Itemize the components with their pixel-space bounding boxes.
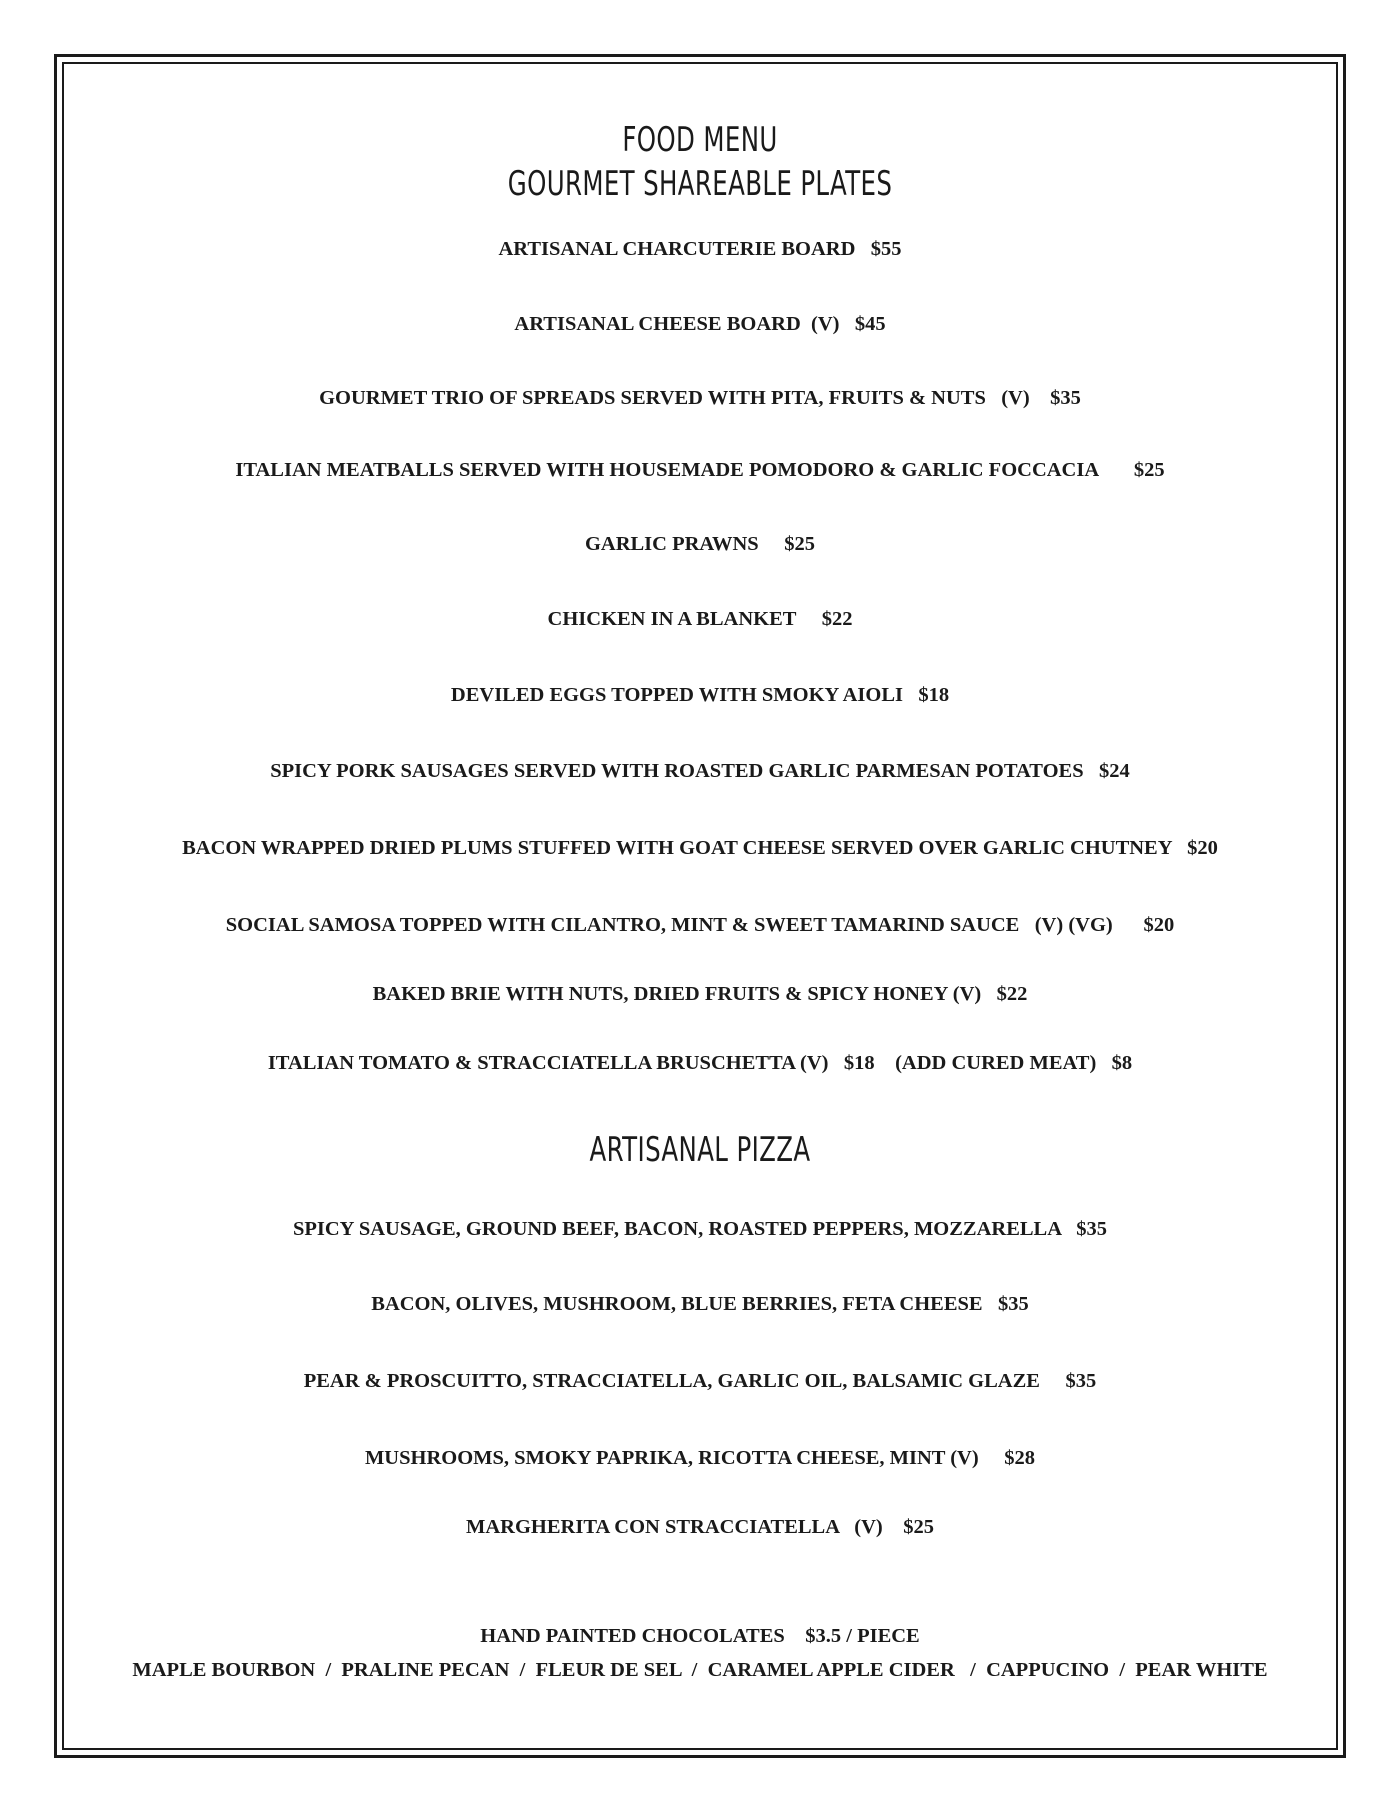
menu-item: PEAR & PROSCUITTO, STRACCIATELLA, GARLIC OIL, BALSAMIC GLAZE $35 (303, 1370, 1097, 1392)
menu-item: SOCIAL SAMOSA TOPPED WITH CILANTRO, MINT & SWEET TAMARIND SAUCE (V) (VG) $20 (225, 914, 1175, 936)
menu-item: MARGHERITA CON STRACCIATELLA (V) $25 (466, 1516, 934, 1538)
chocolates-title: HAND PAINTED CHOCOLATES $3.5 / PIECE (480, 1625, 920, 1647)
section-title-artisanal-pizza: ARTISANAL PIZZA (589, 1130, 811, 1170)
menu-item: ITALIAN TOMATO & STRACCIATELLA BRUSCHETTA (V) $18 (ADD CURED MEAT) $8 (267, 1052, 1133, 1074)
menu-item: CHICKEN IN A BLANKET $22 (547, 608, 853, 630)
menu-item: ITALIAN MEATBALLS SERVED WITH HOUSEMADE POMODORO & GARLIC FOCCACIA $25 (235, 459, 1165, 481)
section-title-shareable-plates: GOURMET SHAREABLE PLATES (507, 164, 893, 204)
menu-item: BACON, OLIVES, MUSHROOM, BLUE BERRIES, FETA CHEESE $35 (371, 1293, 1029, 1315)
menu-item: BACON WRAPPED DRIED PLUMS STUFFED WITH GOAT CHEESE SERVED OVER GARLIC CHUTNEY $20 (182, 837, 1218, 859)
menu-item: GOURMET TRIO OF SPREADS SERVED WITH PITA, FRUITS & NUTS (V) $35 (319, 387, 1081, 409)
menu-item: MUSHROOMS, SMOKY PAPRIKA, RICOTTA CHEESE, MINT (V) $28 (364, 1447, 1036, 1469)
menu-title: FOOD MENU (622, 120, 778, 160)
menu-item: ARTISANAL CHEESE BOARD (V) $45 (514, 313, 886, 335)
menu-item: SPICY SAUSAGE, GROUND BEEF, BACON, ROASTED PEPPERS, MOZZARELLA $35 (292, 1218, 1108, 1240)
menu-item: BAKED BRIE WITH NUTS, DRIED FRUITS & SPICY HONEY (V) $22 (372, 983, 1028, 1005)
menu-item: GARLIC PRAWNS $25 (584, 533, 816, 555)
menu-item: DEVILED EGGS TOPPED WITH SMOKY AIOLI $18 (450, 684, 950, 706)
menu-item: ARTISANAL CHARCUTERIE BOARD $55 (498, 238, 902, 260)
menu-item: SPICY PORK SAUSAGES SERVED WITH ROASTED GARLIC PARMESAN POTATOES $24 (270, 760, 1130, 782)
chocolates-flavors: MAPLE BOURBON / PRALINE PECAN / FLEUR DE SEL / CARAMEL APPLE CIDER / CAPPUCINO / PEAR WHITE (132, 1659, 1268, 1681)
